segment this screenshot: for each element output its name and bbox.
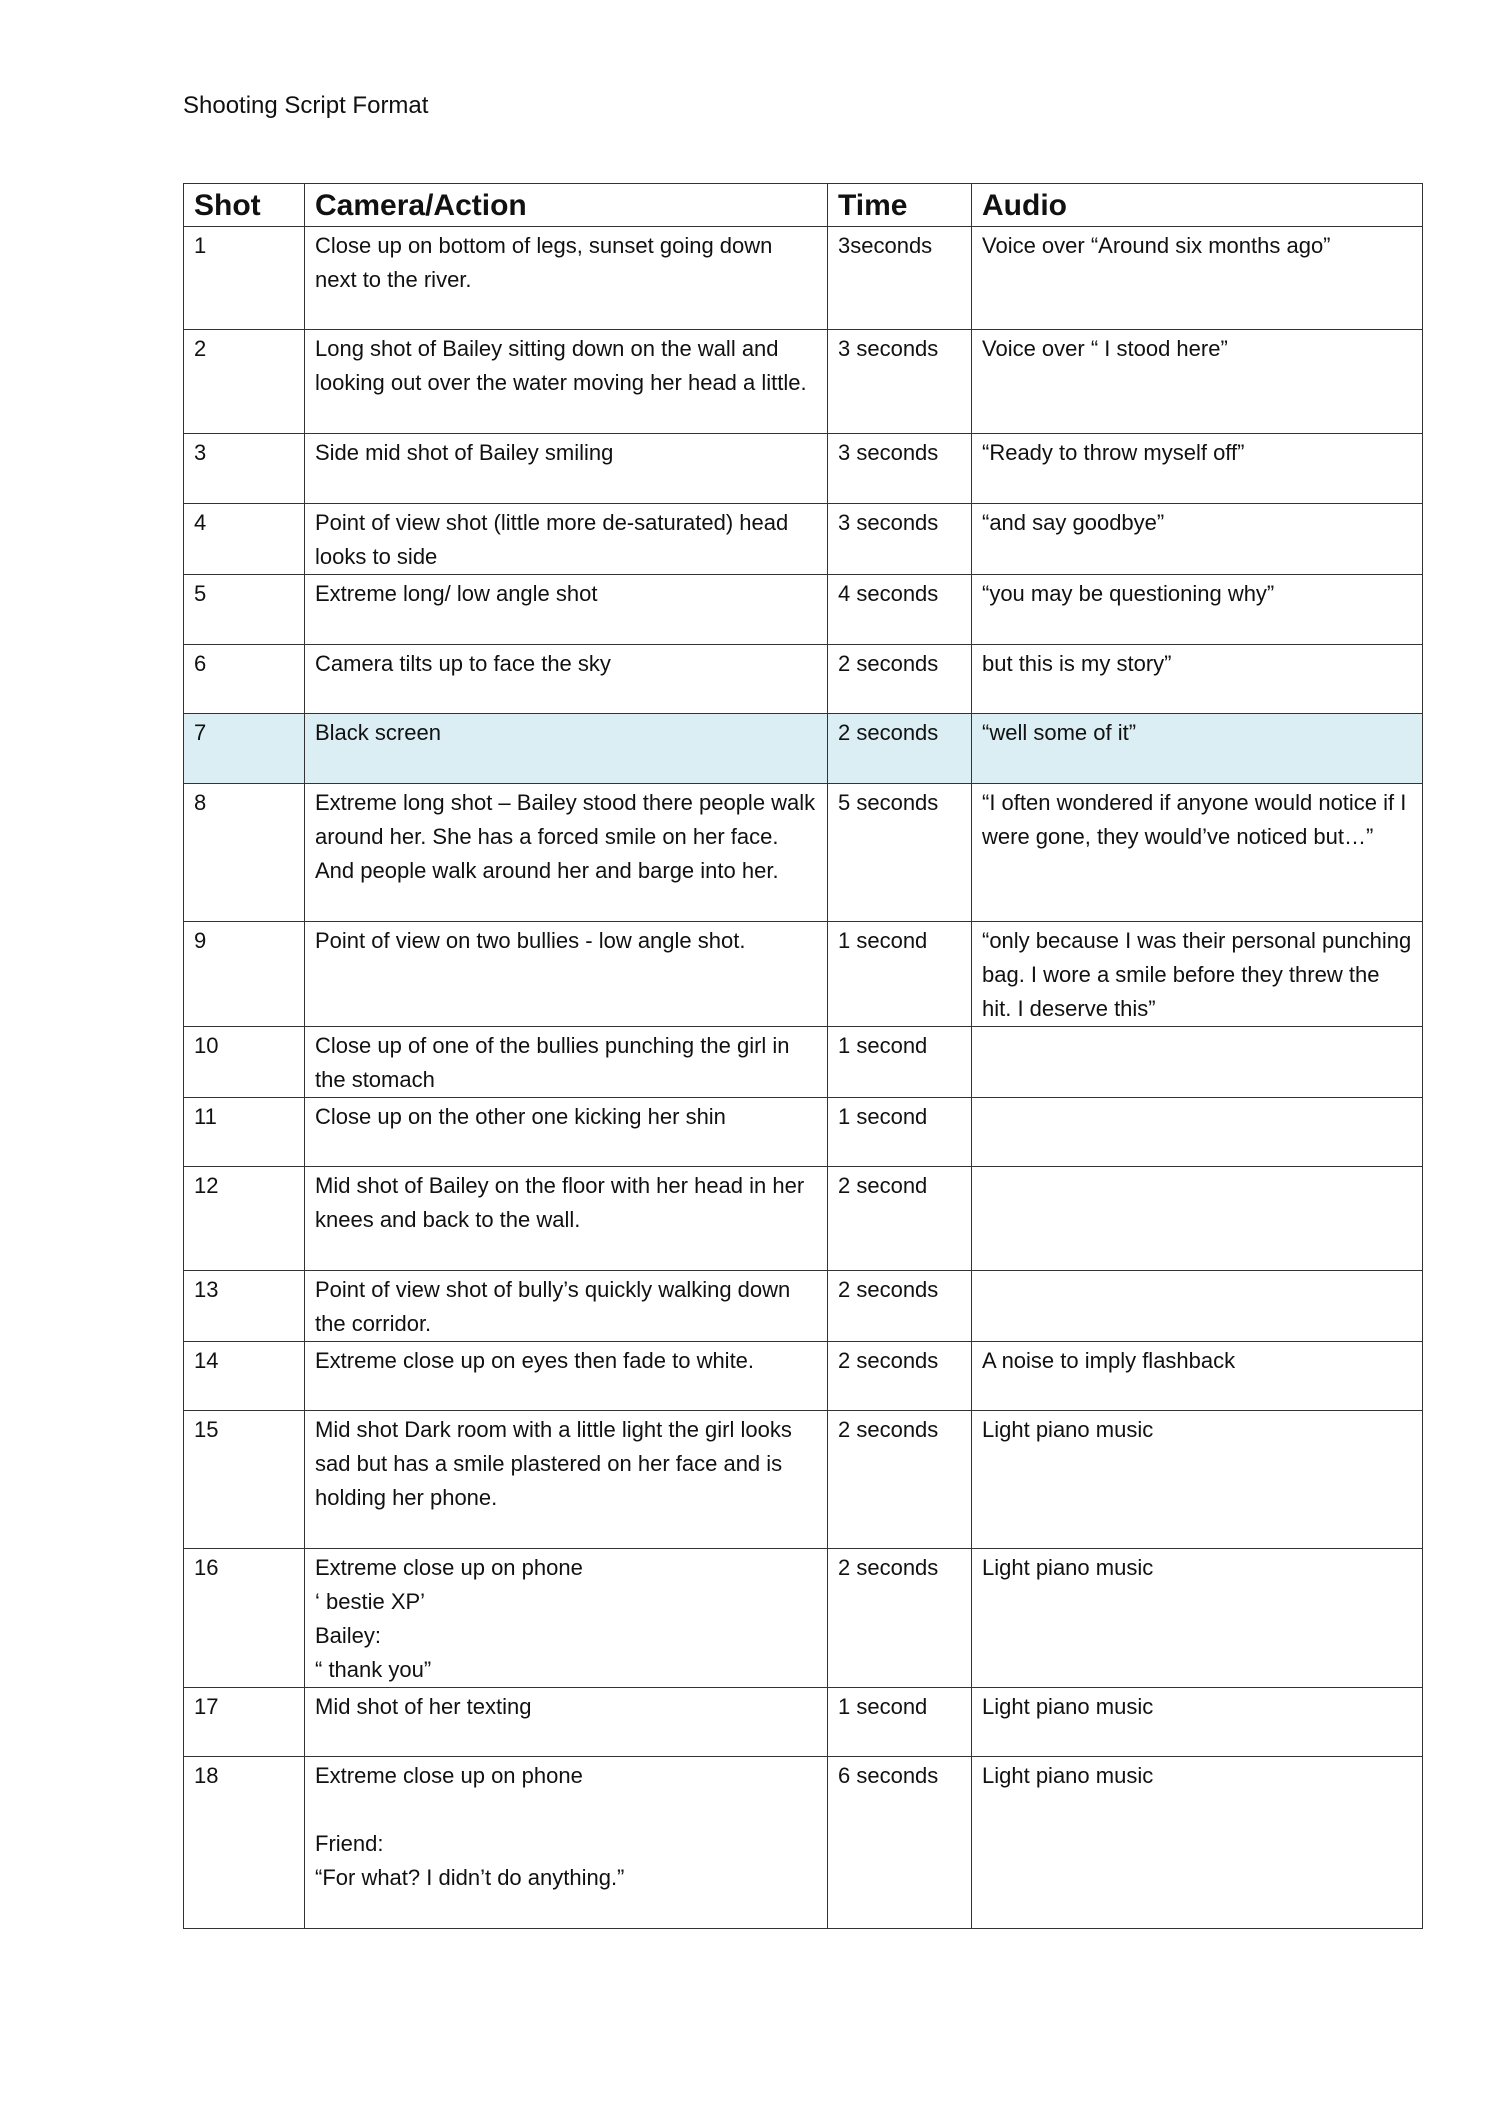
audio-cell: Light piano music [972,1549,1423,1688]
audio-cell: Light piano music [972,1757,1423,1929]
time-cell: 3seconds [828,227,972,330]
audio-cell: “Ready to throw myself off” [972,434,1423,504]
shot-number-cell: 18 [184,1757,305,1929]
shooting-script-table [183,183,1423,1929]
shot-number-cell: 10 [184,1027,305,1098]
shot-number-cell: 11 [184,1098,305,1167]
header-camera-action: Camera/Action [305,184,828,227]
table-row [184,1549,1423,1688]
audio-cell [972,1027,1423,1098]
time-cell: 1 second [828,1688,972,1757]
camera-action-cell: Point of view shot of bully’s quickly walking down the corridor. [305,1271,828,1342]
time-cell: 3 seconds [828,504,972,575]
camera-action-cell: Extreme close up on phone ‘ bestie XP’ Bailey: “ thank you” [305,1549,828,1688]
time-cell: 1 second [828,922,972,1027]
camera-action-cell: Mid shot of Bailey on the floor with her head in her knees and back to the wall. [305,1167,828,1271]
camera-action-cell: Close up of one of the bullies punching the girl in the stomach [305,1027,828,1098]
table-row [184,504,1423,575]
audio-cell [972,1271,1423,1342]
header-shot: Shot [184,184,305,227]
time-cell: 2 seconds [828,714,972,784]
camera-action-cell: Extreme close up on phone Friend: “For what? I didn’t do anything.” [305,1757,828,1929]
time-cell: 2 seconds [828,1342,972,1411]
shot-number-cell: 9 [184,922,305,1027]
audio-cell: Light piano music [972,1411,1423,1549]
table-row [184,1098,1423,1167]
table-row [184,1271,1423,1342]
table-row [184,714,1423,784]
table-row [184,1027,1423,1098]
table-row [184,1757,1423,1929]
time-cell: 2 seconds [828,645,972,714]
audio-cell: “you may be questioning why” [972,575,1423,645]
time-cell: 2 seconds [828,1549,972,1688]
shot-number-cell: 13 [184,1271,305,1342]
header-audio: Audio [972,184,1423,227]
shot-number-cell: 3 [184,434,305,504]
camera-action-cell: Point of view shot (little more de-saturated) head looks to side [305,504,828,575]
shot-number-cell: 17 [184,1688,305,1757]
camera-action-cell: Mid shot of her texting [305,1688,828,1757]
table-row [184,922,1423,1027]
shot-number-cell: 12 [184,1167,305,1271]
audio-cell: Voice over “ I stood here” [972,330,1423,434]
camera-action-cell: Camera tilts up to face the sky [305,645,828,714]
table-row [184,645,1423,714]
time-cell: 4 seconds [828,575,972,645]
table-row [184,1411,1423,1549]
shot-number-cell: 2 [184,330,305,434]
shot-number-cell: 1 [184,227,305,330]
table-row [184,784,1423,922]
shot-number-cell: 7 [184,714,305,784]
audio-cell: Light piano music [972,1688,1423,1757]
table-row [184,434,1423,504]
audio-cell: “well some of it” [972,714,1423,784]
camera-action-cell: Extreme long shot – Bailey stood there people walk around her. She has a forced smile on her face. And people walk around her and barge into her. [305,784,828,922]
document-title: Shooting Script Format [183,92,429,119]
header-time: Time [828,184,972,227]
audio-cell: “and say goodbye” [972,504,1423,575]
camera-action-cell: Side mid shot of Bailey smiling [305,434,828,504]
camera-action-cell: Point of view on two bullies - low angle shot. [305,922,828,1027]
table-row [184,227,1423,330]
time-cell: 6 seconds [828,1757,972,1929]
camera-action-cell: Mid shot Dark room with a little light the girl looks sad but has a smile plastered on her face and is holding her phone. [305,1411,828,1549]
table-row [184,1342,1423,1411]
time-cell: 2 second [828,1167,972,1271]
table-row [184,1688,1423,1757]
time-cell: 3 seconds [828,434,972,504]
camera-action-cell: Close up on bottom of legs, sunset going down next to the river. [305,227,828,330]
table-row [184,330,1423,434]
audio-cell: “only because I was their personal punching bag. I wore a smile before they threw the hit. I deserve this” [972,922,1423,1027]
time-cell: 1 second [828,1098,972,1167]
table-row [184,575,1423,645]
audio-cell: but this is my story” [972,645,1423,714]
audio-cell: Voice over “Around six months ago” [972,227,1423,330]
time-cell: 2 seconds [828,1271,972,1342]
audio-cell [972,1098,1423,1167]
shot-number-cell: 14 [184,1342,305,1411]
audio-cell: A noise to imply flashback [972,1342,1423,1411]
audio-cell [972,1167,1423,1271]
time-cell: 5 seconds [828,784,972,922]
shot-number-cell: 8 [184,784,305,922]
shot-number-cell: 16 [184,1549,305,1688]
shot-number-cell: 6 [184,645,305,714]
table-header-row [184,184,1423,227]
shot-number-cell: 15 [184,1411,305,1549]
camera-action-cell: Close up on the other one kicking her shin [305,1098,828,1167]
shot-number-cell: 5 [184,575,305,645]
camera-action-cell: Black screen [305,714,828,784]
time-cell: 2 seconds [828,1411,972,1549]
time-cell: 1 second [828,1027,972,1098]
shot-number-cell: 4 [184,504,305,575]
camera-action-cell: Extreme long/ low angle shot [305,575,828,645]
table-row [184,1167,1423,1271]
camera-action-cell: Extreme close up on eyes then fade to white. [305,1342,828,1411]
audio-cell: “I often wondered if anyone would notice if I were gone, they would’ve noticed but…” [972,784,1423,922]
camera-action-cell: Long shot of Bailey sitting down on the wall and looking out over the water moving her head a little. [305,330,828,434]
time-cell: 3 seconds [828,330,972,434]
